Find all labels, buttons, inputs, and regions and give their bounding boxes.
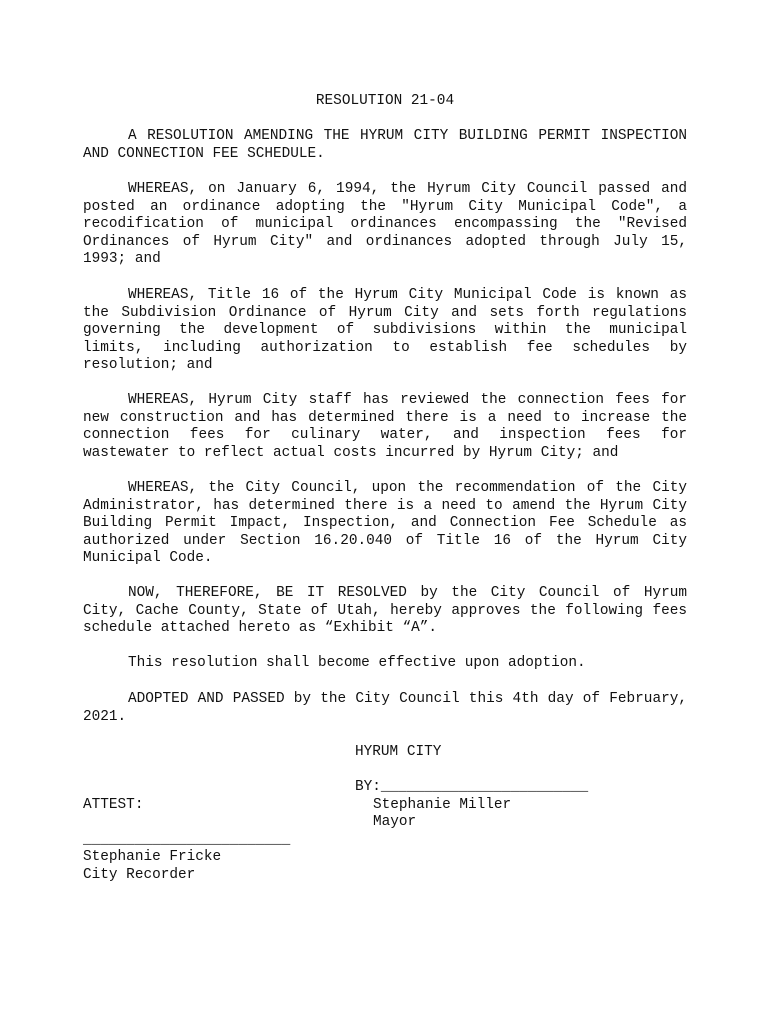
recorder-name: Stephanie Fricke (83, 849, 222, 865)
signature-entity: HYRUM CITY (355, 744, 442, 760)
attest-label: ATTEST: (83, 797, 144, 813)
resolution-summary-paragraph: A RESOLUTION AMENDING THE HYRUM CITY BUILDING PERMIT INSPECTION AND CONNECTION FEE SCHEDULE. (83, 128, 687, 162)
whereas-paragraph-1: WHEREAS, on January 6, 1994, the Hyrum City Council passed and posted an ordinance adopting the "Hyrum City Municipal Code", a recodification of municipal ordinances encompassing the "Revised Ordinances of Hyrum City" and ordinances adopted through July 15, 1993; and (83, 181, 687, 268)
whereas-paragraph-2: WHEREAS, Title 16 of the Hyrum City Municipal Code is known as the Subdivision Ordinance of Hyrum City and sets forth regulations governing the development of subdivisions within the municipal limits, including authorization to establish fee schedules by resolution; and (83, 287, 687, 374)
whereas-paragraph-3: WHEREAS, Hyrum City staff has reviewed the connection fees for new construction and has determined there is a need to increase the connection fees for culinary water, and inspection fees for wastewater to reflect actual costs incurred by Hyrum City; and (83, 392, 687, 461)
attest-signature-line: ________________________ (83, 832, 291, 848)
effective-paragraph: This resolution shall become effective upon adoption. (128, 655, 586, 671)
signature-by-line: BY:________________________ (355, 779, 589, 795)
recorder-title: City Recorder (83, 867, 196, 883)
signer-title: Mayor (373, 814, 417, 830)
signer-name: Stephanie Miller (373, 797, 512, 813)
resolved-paragraph: NOW, THEREFORE, BE IT RESOLVED by the City Council of Hyrum City, Cache County, State of Utah, hereby approves the following fees schedule attached hereto as “Exhibit “A”. (83, 585, 687, 637)
adopted-paragraph: ADOPTED AND PASSED by the City Council this 4th day of February, 2021. (83, 691, 687, 725)
whereas-paragraph-4: WHEREAS, the City Council, upon the recommendation of the City Administrator, has determined there is a need to amend the Hyrum City Building Permit Impact, Inspection, and Connection Fee Schedule as authorized under Section 16.20.040 of Title 16 of the Hyrum City Municipal Code. (83, 480, 687, 567)
resolution-title: RESOLUTION 21-04 (315, 93, 455, 109)
